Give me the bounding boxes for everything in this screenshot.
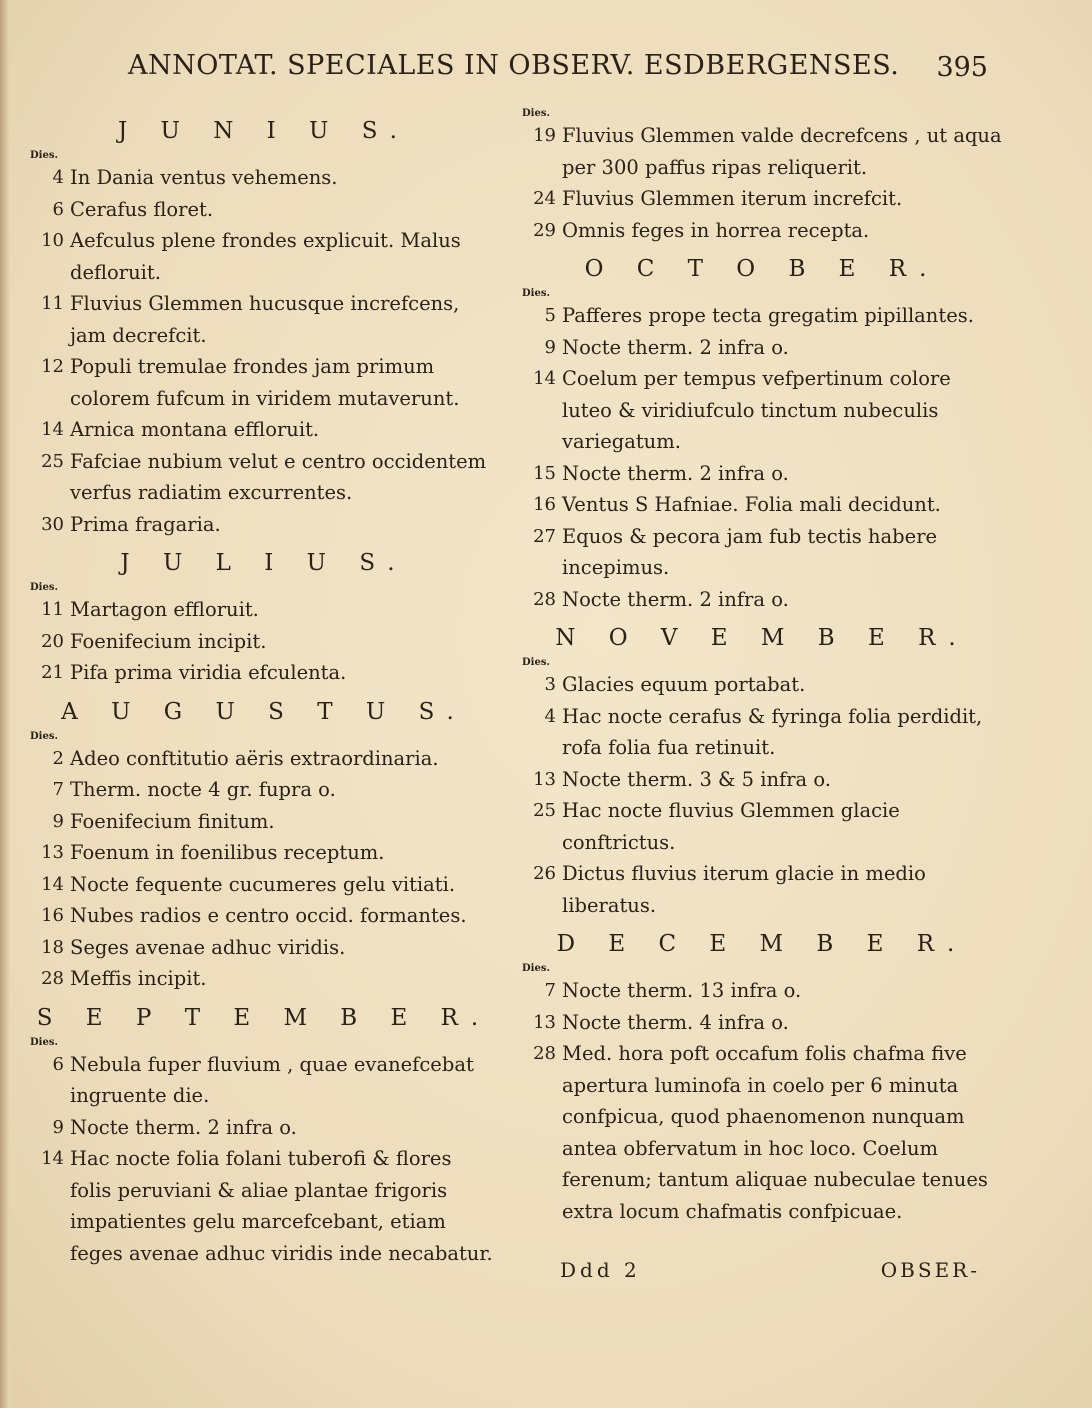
month-heading: J U N I U S. xyxy=(117,118,410,144)
entry-text: Martagon effloruit. xyxy=(70,598,259,621)
entry-day: 16 xyxy=(533,494,556,515)
page-binding-edge xyxy=(0,0,10,1408)
entry-text: Equos & pecora jam fub tectis habere incepimus. xyxy=(562,524,938,579)
entry-text: Nocte therm. 2 infra o. xyxy=(562,335,789,359)
diary-entry xyxy=(522,669,1002,701)
entry-text: Ventus S Hafniae. Folia mali decidunt. xyxy=(562,493,941,516)
entry-text: Nubes radios e centro occid. formantes. xyxy=(70,904,467,927)
dies-label: Dies. xyxy=(522,108,550,119)
entry-text: Populi tremulae frondes jam primum colorem fufcum in viridem mutaverunt. xyxy=(70,355,460,410)
entry-text: Coelum per tempus vefpertinum colore luteo & viridiufculo tinctum nubeculis variegatum. xyxy=(562,367,951,453)
entry-day: 27 xyxy=(533,525,556,547)
entry-text: Nocte therm. 13 infra o. xyxy=(562,979,802,1002)
entry-day: 9 xyxy=(544,336,556,358)
entry-day: 12 xyxy=(41,356,64,377)
diary-entry xyxy=(522,215,1002,247)
entry-day: 13 xyxy=(533,1011,556,1033)
entry-text: Nocte therm. 4 infra o. xyxy=(562,1010,789,1034)
entry-day: 11 xyxy=(41,293,64,314)
entry-day: 11 xyxy=(41,599,64,620)
entry-day: 20 xyxy=(41,630,64,652)
entry-text: Nocte fequente cucumeres gelu vitiati. xyxy=(70,872,456,896)
month-heading: D E C E M B E R. xyxy=(556,931,968,957)
entry-text: Omnis feges in horrea recepta. xyxy=(562,218,870,242)
entry-text: Adeo conftitutio aëris extraordinaria. xyxy=(70,746,439,770)
diary-entry xyxy=(30,806,498,838)
entry-day: 6 xyxy=(52,1053,64,1075)
diary-entry xyxy=(522,1038,1002,1227)
entry-day: 9 xyxy=(52,810,64,832)
entry-text: Hac nocte fluvius Glemmen glacie conftrictus. xyxy=(562,799,900,854)
entry-day: 16 xyxy=(41,905,64,926)
month-heading: J U L I U S. xyxy=(120,550,408,576)
diary-entry xyxy=(30,1112,498,1144)
entry-day: 28 xyxy=(41,968,64,989)
entry-day: 5 xyxy=(544,305,556,326)
diary-entry xyxy=(30,594,498,626)
diary-entry xyxy=(30,869,498,901)
entry-day: 7 xyxy=(52,779,64,800)
entry-text: Arnica montana effloruit. xyxy=(70,418,320,441)
entry-day: 13 xyxy=(41,842,64,863)
diary-entry xyxy=(30,225,498,288)
entry-day: 28 xyxy=(533,588,556,610)
entry-text: Meffis incipit. xyxy=(70,967,207,990)
dies-label: Dies. xyxy=(30,582,58,593)
entry-day: 14 xyxy=(533,368,556,389)
entry-day: 24 xyxy=(533,188,556,209)
entry-text: Nocte therm. 2 infra o. xyxy=(562,587,789,611)
entry-text: Fluvius Glemmen valde decrefcens , ut aqua per 300 paffus ripas reliquerit. xyxy=(562,124,1002,179)
diary-entry xyxy=(30,626,498,658)
diary-entry xyxy=(522,795,1002,858)
entry-day: 19 xyxy=(533,125,556,146)
entry-text: Foenum in foenilibus receptum. xyxy=(70,841,385,864)
diary-entry xyxy=(30,1143,498,1269)
diary-entry xyxy=(522,1007,1002,1039)
diary-entry xyxy=(30,162,498,194)
entry-text: Nocte therm. 3 & 5 infra o. xyxy=(562,767,831,791)
entry-text: Fluvius Glemmen iterum increfcit. xyxy=(562,187,903,210)
entry-text: Hac nocte folia folani tuberofi & flores folis peruviani & aliae plantae frigoris impatientes gelu marcefcebant, etiam feges avenae adhuc viridis inde necabatur. xyxy=(70,1147,493,1265)
entry-day: 4 xyxy=(544,705,556,727)
diary-entry xyxy=(30,743,498,775)
entry-text: Therm. nocte 4 gr. fupra o. xyxy=(70,778,336,801)
entry-day: 3 xyxy=(544,674,556,695)
entry-text: Med. hora poft occafum folis chafma five apertura luminofa in coelo per 6 minuta confpicua, quod phaenomenon nunquam antea obfervatum in hoc loco. Coelum ferenum; tantum aliquae nubeculae tenues extra locum chafmatis confpicuae. xyxy=(562,1042,988,1223)
diary-entry xyxy=(522,458,1002,490)
entry-text: Fluvius Glemmen hucusque increfcens, jam decrefcit. xyxy=(70,292,460,347)
diary-entry xyxy=(30,657,498,689)
left-column xyxy=(30,108,498,1269)
diary-entry xyxy=(522,584,1002,616)
running-header xyxy=(128,50,988,90)
page-footer xyxy=(560,1258,980,1288)
diary-entry xyxy=(522,764,1002,796)
diary-entry xyxy=(30,288,498,351)
entry-day: 14 xyxy=(41,419,64,440)
diary-entry xyxy=(522,975,1002,1007)
entry-day: 25 xyxy=(41,450,64,472)
dies-label: Dies. xyxy=(30,730,58,742)
diary-entry xyxy=(30,509,498,541)
entry-day: 29 xyxy=(533,219,556,241)
diary-entry xyxy=(30,774,498,806)
entry-day: 7 xyxy=(544,980,556,1001)
diary-entry xyxy=(522,521,1002,584)
entry-day: 30 xyxy=(41,513,64,535)
diary-entry xyxy=(522,701,1002,764)
diary-entry xyxy=(522,120,1002,183)
dies-label: Dies. xyxy=(30,150,58,161)
diary-entry xyxy=(30,1049,498,1112)
right-column xyxy=(522,108,1002,1227)
entry-day: 26 xyxy=(533,863,556,884)
diary-entry xyxy=(30,446,498,509)
dies-label: Dies. xyxy=(30,1036,58,1048)
entry-text: Foenifecium incipit. xyxy=(70,629,267,653)
entry-text: Nebula fuper fluvium , quae evanefcebat ingruente die. xyxy=(70,1052,474,1107)
dies-label: Dies. xyxy=(522,288,550,299)
entry-text: Dictus fluvius iterum glacie in medio liberatus. xyxy=(562,862,926,917)
entry-text: Pafferes prope tecta gregatim pipillantes. xyxy=(562,304,974,327)
entry-day: 28 xyxy=(533,1043,556,1064)
entry-day: 9 xyxy=(52,1116,64,1138)
entry-day: 14 xyxy=(41,873,64,895)
diary-entry xyxy=(30,900,498,932)
diary-entry xyxy=(30,963,498,995)
entry-day: 18 xyxy=(41,936,64,958)
entry-day: 6 xyxy=(52,198,64,220)
dies-label: Dies. xyxy=(522,963,550,974)
diary-entry xyxy=(522,489,1002,521)
entry-text: Seges avenae adhuc viridis. xyxy=(70,935,346,959)
diary-entry xyxy=(30,837,498,869)
entry-text: Nocte therm. 2 infra o. xyxy=(70,1115,297,1139)
entry-text: Foenifecium finitum. xyxy=(70,809,275,833)
diary-entry xyxy=(522,300,1002,332)
entry-text: Fafciae nubium velut e centro occidentem verfus radiatim excurrentes. xyxy=(70,449,487,504)
diary-entry xyxy=(522,858,1002,921)
entry-day: 2 xyxy=(52,747,64,769)
entry-day: 25 xyxy=(533,800,556,821)
page-number: 395 xyxy=(936,52,988,83)
entry-day: 21 xyxy=(41,662,64,683)
entry-text: Aefculus plene frondes explicuit. Malus defloruit. xyxy=(70,229,461,284)
diary-entry xyxy=(30,351,498,414)
entry-text: Prima fragaria. xyxy=(70,512,221,536)
entry-day: 4 xyxy=(52,167,64,188)
signature-mark: Ddd 2 xyxy=(560,1258,641,1282)
diary-entry xyxy=(30,932,498,964)
entry-day: 14 xyxy=(41,1148,64,1169)
month-heading: S E P T E M B E R. xyxy=(36,1004,492,1031)
month-heading: O C T O B E R. xyxy=(584,256,940,282)
entry-text: Cerafus floret. xyxy=(70,197,214,221)
entry-day: 15 xyxy=(533,462,556,484)
month-heading: A U G U S T U S. xyxy=(61,698,467,725)
diary-entry xyxy=(522,183,1002,215)
catchword: OBSER- xyxy=(880,1258,980,1282)
entry-text: Pifa prima viridia efculenta. xyxy=(70,661,347,684)
entry-text: Hac nocte cerafus & fyringa folia perdidit, rofa folia fua retinuit. xyxy=(562,704,983,759)
entry-text: In Dania ventus vehemens. xyxy=(70,166,338,189)
diary-entry xyxy=(30,414,498,446)
diary-entry xyxy=(522,363,1002,458)
diary-entry xyxy=(522,332,1002,364)
entry-day: 10 xyxy=(41,230,64,251)
entry-day: 13 xyxy=(533,768,556,790)
running-title: ANNOTAT. SPECIALES IN OBSERV. ESDBERGENSES. xyxy=(128,50,900,81)
dies-label: Dies. xyxy=(522,657,550,668)
diary-entry xyxy=(30,194,498,226)
entry-text: Glacies equum portabat. xyxy=(562,673,806,696)
month-heading: N O V E M B E R. xyxy=(555,625,969,651)
entry-text: Nocte therm. 2 infra o. xyxy=(562,461,789,485)
